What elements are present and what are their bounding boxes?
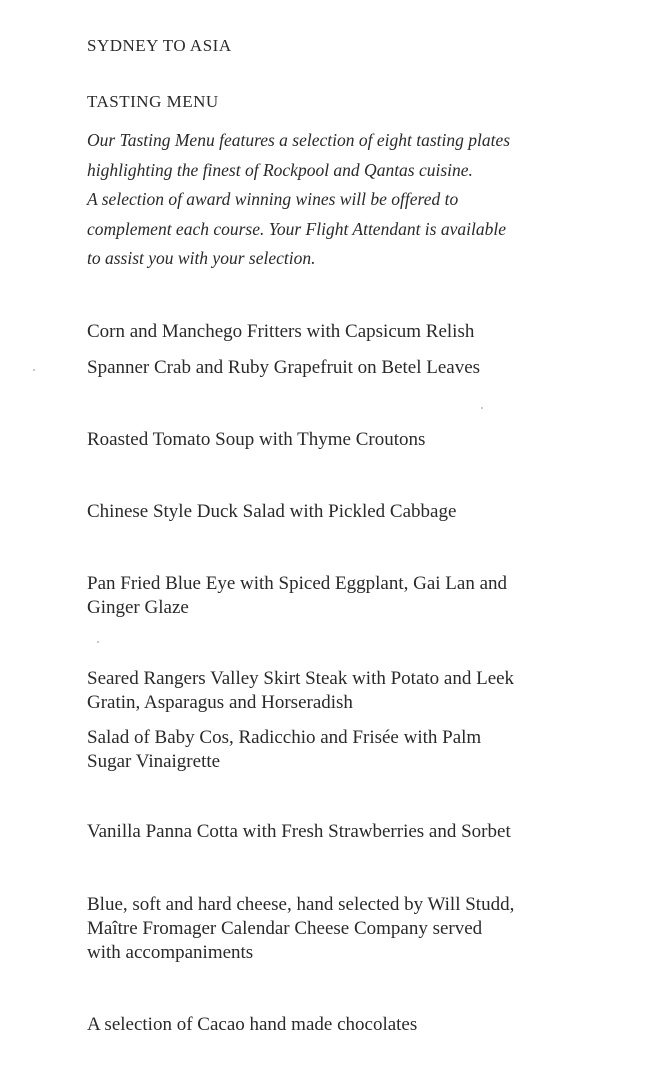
course-line: A selection of Cacao hand made chocolates (87, 1014, 418, 1035)
course-line: Chinese Style Duck Salad with Pickled Cabbage (87, 501, 457, 522)
course-item (87, 572, 607, 620)
menu-title: TASTING MENU (87, 92, 219, 111)
course-line: Sugar Vinaigrette (87, 751, 221, 772)
scan-speck (481, 407, 483, 409)
course-item (87, 820, 607, 844)
course-line: Pan Fried Blue Eye with Spiced Eggplant, Gai Lan and (87, 573, 508, 594)
course-item (87, 428, 607, 452)
course-line: Salad of Baby Cos, Radicchio and Frisée with Palm (87, 727, 482, 748)
course-item (87, 1013, 607, 1037)
course-line: Seared Rangers Valley Skirt Steak with Potato and Leek (87, 668, 515, 689)
course-item (87, 356, 607, 380)
intro-line: Our Tasting Menu features a selection of eight tasting plates (87, 130, 511, 150)
course-line: Ginger Glaze (87, 597, 189, 618)
menu-intro (87, 126, 627, 274)
course-line: Spanner Crab and Ruby Grapefruit on Betel Leaves (87, 357, 481, 378)
course-line: Roasted Tomato Soup with Thyme Croutons (87, 429, 426, 450)
course-line: Gratin, Asparagus and Horseradish (87, 692, 353, 713)
course-line: Blue, soft and hard cheese, hand selected by Will Studd, (87, 894, 515, 915)
course-item (87, 320, 607, 344)
course-line: Maître Fromager Calendar Cheese Company served (87, 918, 483, 939)
course-line: with accompaniments (87, 942, 254, 963)
intro-line: highlighting the finest of Rockpool and Qantas cuisine. (87, 159, 473, 180)
intro-line: A selection of award winning wines will be offered to (87, 189, 459, 209)
course-item (87, 726, 607, 774)
route-title: SYDNEY TO ASIA (87, 36, 232, 55)
course-item (87, 500, 607, 524)
intro-line: to assist you with your selection. (87, 248, 316, 268)
course-line: Corn and Manchego Fritters with Capsicum Relish (87, 321, 475, 342)
intro-line: complement each course. Your Flight Attendant is available (87, 218, 506, 239)
course-item (87, 667, 607, 715)
course-line: Vanilla Panna Cotta with Fresh Strawberries and Sorbet (87, 821, 511, 842)
scan-speck (97, 641, 99, 643)
scan-speck (33, 369, 35, 371)
course-item (87, 893, 607, 965)
